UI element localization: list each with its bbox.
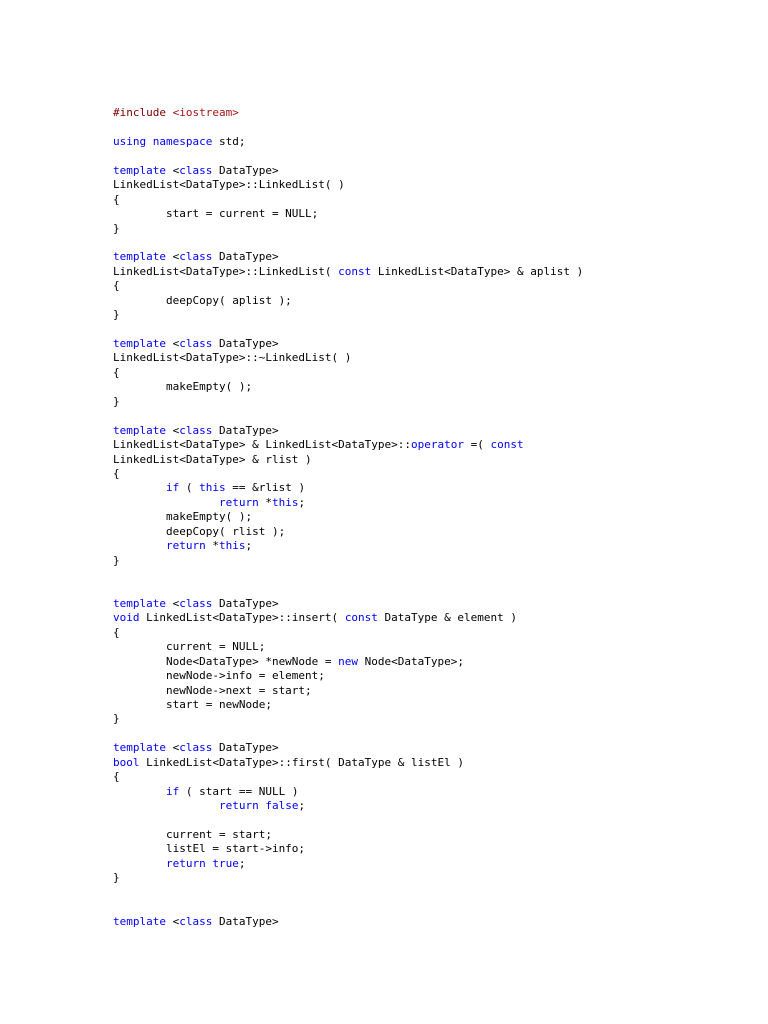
code-text: LinkedList<DataType>::~LinkedList( ) [113,351,352,365]
code-text: LinkedList<DataType> & rlist ) [113,452,312,466]
code-text: < [165,250,180,264]
code-text: LinkedList<DataType>::insert( [139,611,345,625]
code-keyword: class [179,423,213,437]
code-line [113,554,733,568]
code-text: } [113,221,120,235]
code-text: start = newNode; [113,697,272,711]
code-text: LinkedList<DataType> & aplist ) [371,264,584,278]
code-text: LinkedList<DataType> & LinkedList<DataType>:: [113,438,412,452]
code-line [113,395,733,409]
code-text: } [113,308,120,322]
code-keyword: this [218,539,246,553]
code-line [113,366,733,380]
code-text: { [113,192,120,206]
code-text: deepCopy( aplist ); [113,293,292,307]
code-keyword: template [113,596,166,610]
code-line [113,106,733,120]
code-line [113,279,733,293]
code-line [113,265,733,279]
code-text: ( start == NULL ) [179,784,299,798]
code-preprocessor: #include [113,106,173,119]
code-line [113,496,733,510]
code-keyword: class [179,163,213,177]
code-keyword: return [165,539,206,553]
code-line [113,380,733,394]
code-line [113,900,733,914]
code-text: } [113,871,120,885]
code-text: } [113,394,120,408]
code-text: listEl = start->info; [113,842,306,856]
code-text: * [258,495,272,509]
code-line [113,525,733,539]
code-text: newNode->next = start; [113,683,312,697]
code-line [113,741,733,755]
code-text: newNode->info = element; [113,669,325,683]
code-keyword: if [165,481,180,495]
code-line [113,582,733,596]
code-text [113,799,219,812]
code-text: } [113,553,120,567]
code-text: =( [464,438,491,452]
code-text: DataType> [212,163,279,177]
code-keyword: return [165,856,206,870]
code-keyword: if [165,784,180,798]
code-keyword: class [179,250,213,264]
code-line [113,467,733,481]
code-text: LinkedList<DataType>::LinkedList( [113,264,339,278]
code-keyword: template [113,741,166,755]
code-line [113,669,733,683]
code-keyword: class [179,596,213,610]
code-line [113,828,733,842]
code-text: DataType> [212,250,279,264]
code-keyword: const [338,264,372,278]
code-line [113,294,733,308]
code-text: current = start; [113,827,272,841]
code-line [113,871,733,885]
code-keyword: template [113,250,166,264]
code-text: ; [298,495,306,509]
code-line [113,409,733,423]
code-keyword: operator [411,438,464,452]
code-line [113,770,733,784]
code-keyword: false [265,799,299,812]
code-text: < [165,337,180,350]
code-line [113,120,733,134]
code-text: ( [179,481,200,495]
code-keyword: template [113,163,166,177]
code-listing [113,106,733,929]
code-keyword: template [113,914,166,928]
code-keyword: const [344,611,378,625]
code-text: ; [245,539,253,553]
code-text: LinkedList<DataType>::first( DataType & listEl ) [139,755,465,769]
code-line [113,655,733,669]
code-text: { [113,625,120,639]
code-keyword: true [212,856,239,870]
code-line [113,842,733,856]
code-text: DataType & element ) [377,611,518,625]
code-line [113,799,733,813]
code-line [113,727,733,741]
code-line [113,684,733,698]
code-text: DataType> [212,741,279,755]
code-line [113,164,733,178]
code-keyword: new [338,654,359,668]
code-line [113,236,733,250]
code-text: Node<DataType> *newNode = [113,654,339,668]
code-text: < [165,741,180,755]
code-text: ; [238,856,246,870]
code-keyword: return [218,495,259,509]
code-keyword: bool [113,755,140,769]
code-keyword: void [113,611,140,625]
code-text [113,857,166,870]
code-line [113,813,733,827]
code-text: makeEmpty( ); [113,510,253,524]
code-text: DataType> [212,914,279,928]
code-line [113,250,733,264]
code-text [113,481,166,494]
code-line [113,640,733,654]
code-line [113,135,733,149]
code-text: < [165,163,180,177]
code-line [113,453,733,467]
code-text: DataType> [212,423,279,437]
code-line [113,438,733,452]
code-line [113,351,733,365]
code-line [113,611,733,625]
code-line [113,626,733,640]
code-text: DataType> [212,596,279,610]
code-text: } [113,712,120,726]
code-line [113,337,733,351]
code-keyword: template [113,423,166,437]
code-line [113,308,733,322]
code-text: DataType> [212,337,279,350]
code-text [113,539,166,552]
code-text: { [113,279,120,293]
code-text: { [113,770,120,784]
code-line [113,568,733,582]
code-text: LinkedList<DataType>::LinkedList( ) [113,178,345,192]
code-text: < [165,596,180,610]
code-text [113,785,166,798]
code-line [113,712,733,726]
code-keyword: class [179,337,213,350]
code-keyword: return [218,799,259,812]
code-line [113,539,733,553]
code-text: == &rlist ) [225,481,306,495]
code-text: < [165,914,180,928]
code-line [113,424,733,438]
code-line [113,323,733,337]
code-keyword: using namespace [113,134,213,148]
code-keyword: this [271,495,299,509]
code-text: current = NULL; [113,640,266,654]
code-text: std; [212,134,246,148]
code-text [113,496,219,509]
code-line [113,207,733,221]
code-include-path: <iostream> [172,106,239,119]
code-text: makeEmpty( ); [113,380,253,394]
code-keyword: const [490,438,524,452]
code-line [113,481,733,495]
code-text: < [165,423,180,437]
code-line [113,597,733,611]
code-line [113,510,733,524]
code-line [113,915,733,929]
code-line [113,193,733,207]
code-keyword: class [179,914,213,928]
code-line [113,149,733,163]
code-keyword: this [199,481,226,495]
code-keyword: class [179,741,213,755]
code-text: Node<DataType>; [358,654,465,668]
code-text: ; [298,799,306,812]
code-line [113,785,733,799]
code-text: * [205,539,219,553]
code-text: { [113,466,120,480]
code-line [113,756,733,770]
code-text: deepCopy( rlist ); [113,524,286,538]
code-text: { [113,365,120,379]
code-line [113,178,733,192]
code-line [113,698,733,712]
code-keyword: template [113,337,166,350]
code-line [113,222,733,236]
code-text: start = current = NULL; [113,207,319,221]
code-line [113,857,733,871]
code-line [113,886,733,900]
